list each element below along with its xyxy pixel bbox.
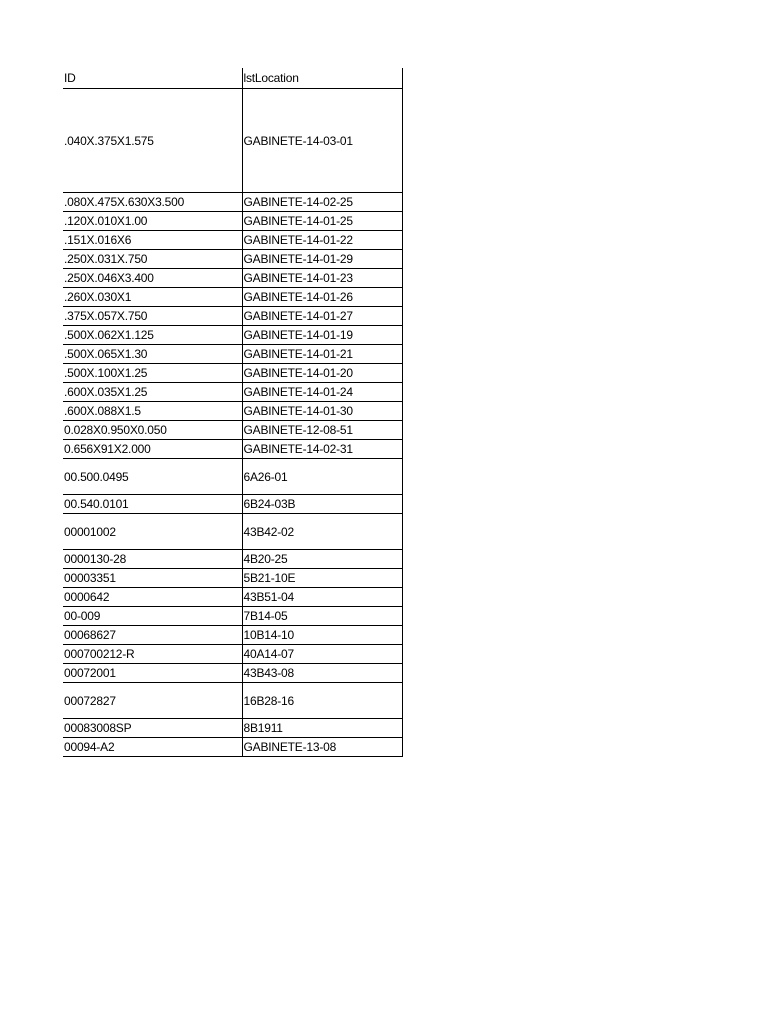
cell-location: GABINETE-14-01-20 — [242, 364, 402, 383]
cell-location: 16B28-16 — [242, 683, 402, 719]
cell-id: .600X.035X1.25 — [63, 383, 242, 402]
cell-location: 4B20-25 — [242, 550, 402, 569]
cell-id: 00094-A2 — [63, 738, 242, 757]
table-row — [63, 402, 402, 421]
cell-location: 43B51-04 — [242, 588, 402, 607]
table-row — [63, 514, 402, 550]
cell-id: 0000642 — [63, 588, 242, 607]
table-row — [63, 569, 402, 588]
column-header-id: ID — [63, 68, 242, 89]
table-row — [63, 421, 402, 440]
cell-location: GABINETE-14-01-21 — [242, 345, 402, 364]
table-row — [63, 364, 402, 383]
cell-location: 43B43-08 — [242, 664, 402, 683]
table-row — [63, 645, 402, 664]
table-row — [63, 607, 402, 626]
table-row — [63, 738, 402, 757]
cell-location: GABINETE-14-02-25 — [242, 193, 402, 212]
cell-location: GABINETE-14-02-31 — [242, 440, 402, 459]
table-body — [63, 89, 402, 757]
cell-id: 00083008SP — [63, 719, 242, 738]
table-row — [63, 326, 402, 345]
cell-id: 00-009 — [63, 607, 242, 626]
cell-id: 00.540.0101 — [63, 495, 242, 514]
table-row — [63, 212, 402, 231]
cell-location: GABINETE-14-01-24 — [242, 383, 402, 402]
cell-location: GABINETE-14-01-23 — [242, 269, 402, 288]
cell-location: GABINETE-12-08-51 — [242, 421, 402, 440]
cell-id: .500X.100X1.25 — [63, 364, 242, 383]
header-row — [63, 68, 402, 89]
cell-location: 7B14-05 — [242, 607, 402, 626]
table-row — [63, 269, 402, 288]
cell-location: 8B1911 — [242, 719, 402, 738]
cell-id: 00068627 — [63, 626, 242, 645]
cell-id: .120X.010X1.00 — [63, 212, 242, 231]
cell-id: 00001002 — [63, 514, 242, 550]
cell-id: 0.656X91X2.000 — [63, 440, 242, 459]
cell-location: GABINETE-14-03-01 — [242, 89, 402, 193]
table-row — [63, 626, 402, 645]
cell-id: .250X.046X3.400 — [63, 269, 242, 288]
cell-id: .080X.475X.630X3.500 — [63, 193, 242, 212]
cell-location: GABINETE-14-01-19 — [242, 326, 402, 345]
table-row — [63, 231, 402, 250]
table-row — [63, 588, 402, 607]
cell-location: GABINETE-14-01-27 — [242, 307, 402, 326]
cell-location: GABINETE-14-01-25 — [242, 212, 402, 231]
cell-location: GABINETE-14-01-22 — [242, 231, 402, 250]
cell-id: .375X.057X.750 — [63, 307, 242, 326]
table-row — [63, 459, 402, 495]
cell-id: 0.028X0.950X0.050 — [63, 421, 242, 440]
table-row — [63, 495, 402, 514]
table-row — [63, 383, 402, 402]
cell-location: GABINETE-13-08 — [242, 738, 402, 757]
cell-id: 0000130-28 — [63, 550, 242, 569]
cell-location: 5B21-10E — [242, 569, 402, 588]
location-table — [63, 68, 403, 757]
cell-location: 6B24-03B — [242, 495, 402, 514]
table-row — [63, 89, 402, 193]
table-row — [63, 664, 402, 683]
cell-id: 00.500.0495 — [63, 459, 242, 495]
table-row — [63, 550, 402, 569]
cell-location: 40A14-07 — [242, 645, 402, 664]
cell-location: 43B42-02 — [242, 514, 402, 550]
cell-id: .040X.375X1.575 — [63, 89, 242, 193]
cell-id: .250X.031X.750 — [63, 250, 242, 269]
table-row — [63, 193, 402, 212]
table-row — [63, 683, 402, 719]
cell-location: GABINETE-14-01-26 — [242, 288, 402, 307]
cell-id: .500X.062X1.125 — [63, 326, 242, 345]
cell-location: GABINETE-14-01-30 — [242, 402, 402, 421]
cell-id: 00072827 — [63, 683, 242, 719]
cell-id: .260X.030X1 — [63, 288, 242, 307]
table-row — [63, 288, 402, 307]
cell-location: 10B14-10 — [242, 626, 402, 645]
cell-id: 00072001 — [63, 664, 242, 683]
table-row — [63, 345, 402, 364]
table-row — [63, 440, 402, 459]
table-row — [63, 250, 402, 269]
table-header — [63, 68, 402, 89]
cell-id: 00003351 — [63, 569, 242, 588]
cell-location: GABINETE-14-01-29 — [242, 250, 402, 269]
cell-id: .151X.016X6 — [63, 231, 242, 250]
column-header-location: lstLocation — [242, 68, 402, 89]
cell-id: .600X.088X1.5 — [63, 402, 242, 421]
table-row — [63, 307, 402, 326]
cell-id: .500X.065X1.30 — [63, 345, 242, 364]
cell-location: 6A26-01 — [242, 459, 402, 495]
cell-id: 000700212-R — [63, 645, 242, 664]
table-row — [63, 719, 402, 738]
